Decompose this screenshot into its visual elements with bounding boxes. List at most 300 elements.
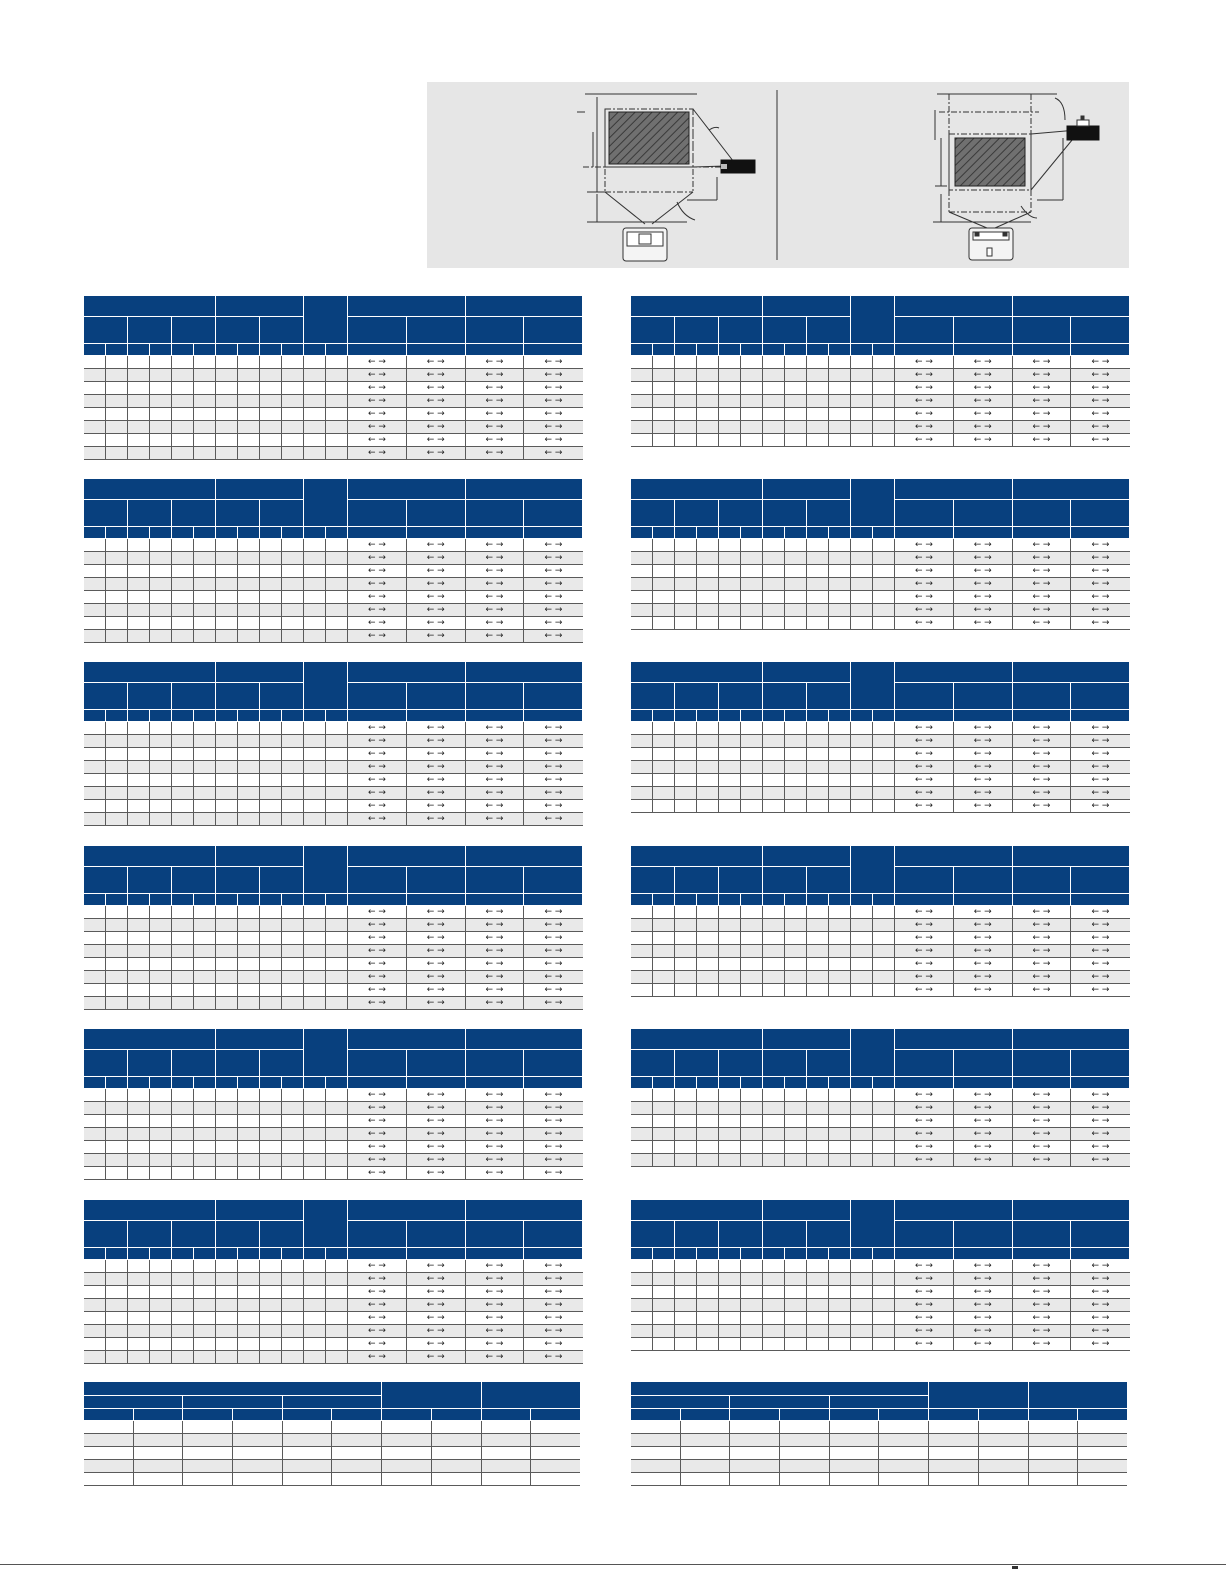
header-subcolumn <box>1071 500 1130 527</box>
table-cell <box>194 552 216 565</box>
table-cell <box>326 617 348 630</box>
table-cell <box>675 1115 697 1128</box>
range-arrow-cell: ← → <box>895 1128 954 1141</box>
header-unit <box>216 344 238 356</box>
table-cell <box>851 945 873 958</box>
table-cell <box>763 919 785 932</box>
header-unit <box>531 1409 581 1421</box>
header-subcolumn <box>895 317 954 344</box>
table-cell <box>631 1273 653 1286</box>
range-arrow-cell: ← → <box>348 1102 407 1115</box>
table-cell <box>431 1447 481 1460</box>
header-group-screen-size <box>631 296 763 317</box>
table-row <box>84 1299 583 1312</box>
range-arrow-cell: ← → <box>465 971 524 984</box>
table-cell <box>653 539 675 552</box>
header-subgroup <box>216 500 260 527</box>
table-cell <box>829 787 851 800</box>
range-arrow-cell: ← → <box>348 932 407 945</box>
table-cell <box>741 1128 763 1141</box>
range-arrow-cell: ← → <box>1012 395 1071 408</box>
header-subcolumn <box>895 867 954 894</box>
range-arrow-cell: ← → <box>465 578 524 591</box>
range-arrow-cell: ← → <box>406 382 465 395</box>
table-cell <box>763 958 785 971</box>
header-subcolumn <box>465 1050 524 1077</box>
header-unit <box>172 1248 194 1260</box>
header-unit <box>675 710 697 722</box>
header-unit <box>1012 344 1071 356</box>
header-unit <box>680 1409 730 1421</box>
header-group-screen-size <box>84 662 216 683</box>
header-group-distance-b <box>465 662 583 683</box>
header-subcolumn <box>1012 317 1071 344</box>
range-arrow-cell: ← → <box>1071 800 1130 813</box>
range-arrow-cell: ← → <box>524 1325 583 1338</box>
table-cell <box>84 356 106 369</box>
table-cell <box>172 382 194 395</box>
header-subgroup <box>763 500 807 527</box>
table-cell <box>260 1154 282 1167</box>
range-arrow-cell: ← → <box>524 1115 583 1128</box>
table-cell <box>807 1154 829 1167</box>
table-cell <box>194 958 216 971</box>
header-subcolumn <box>524 1221 583 1248</box>
table-cell <box>260 604 282 617</box>
header-subgroup <box>128 867 172 894</box>
header-unit <box>1012 894 1071 906</box>
range-arrow-cell: ← → <box>1071 1115 1130 1128</box>
header-unit <box>719 894 741 906</box>
header-subcolumn <box>953 867 1012 894</box>
range-arrow-cell: ← → <box>1012 617 1071 630</box>
range-arrow-cell: ← → <box>524 1351 583 1364</box>
header-unit <box>406 344 465 356</box>
header-unit <box>84 1248 106 1260</box>
header-subgroup <box>675 1221 719 1248</box>
table-row <box>631 722 1130 735</box>
header-subgroup <box>730 1396 829 1409</box>
table-cell <box>741 932 763 945</box>
table-cell <box>260 722 282 735</box>
header-group <box>929 1382 1028 1409</box>
table-cell <box>807 1338 829 1351</box>
table-cell <box>282 447 304 460</box>
header-subgroup <box>84 1221 128 1248</box>
table-cell <box>675 421 697 434</box>
header-subgroup <box>675 1050 719 1077</box>
range-arrow-cell: ← → <box>348 997 407 1010</box>
header-unit <box>84 1409 134 1421</box>
table-cell <box>282 919 304 932</box>
table-cell <box>741 395 763 408</box>
table-cell <box>873 800 895 813</box>
range-arrow-cell: ← → <box>1071 369 1130 382</box>
table-cell <box>150 761 172 774</box>
table-cell <box>326 369 348 382</box>
table-cell <box>128 1338 150 1351</box>
range-arrow-cell: ← → <box>406 735 465 748</box>
range-arrow-cell: ← → <box>348 395 407 408</box>
header-group <box>84 1382 382 1396</box>
table-cell <box>431 1473 481 1486</box>
table-cell <box>128 539 150 552</box>
table-row <box>631 1286 1130 1299</box>
table-cell <box>780 1473 830 1486</box>
table-cell <box>631 958 653 971</box>
table-cell <box>304 1351 326 1364</box>
range-arrow-cell: ← → <box>406 813 465 826</box>
table-cell <box>282 369 304 382</box>
table-cell <box>282 1434 332 1447</box>
header-unit <box>829 344 851 356</box>
table-cell <box>216 1286 238 1299</box>
header-subgroup <box>807 500 851 527</box>
header-subgroup <box>84 500 128 527</box>
table-cell <box>172 356 194 369</box>
header-unit <box>653 894 675 906</box>
range-arrow-cell: ← → <box>1012 1312 1071 1325</box>
header-offset <box>304 662 348 710</box>
table-cell <box>238 604 260 617</box>
table-cell <box>194 421 216 434</box>
range-arrow-cell: ← → <box>895 434 954 447</box>
table-cell <box>697 1338 719 1351</box>
table-cell <box>84 1115 106 1128</box>
range-arrow-cell: ← → <box>406 800 465 813</box>
table-cell <box>631 748 653 761</box>
table-row <box>631 984 1130 997</box>
table-cell <box>763 1286 785 1299</box>
table-cell <box>128 748 150 761</box>
header-unit <box>304 527 326 539</box>
table-cell <box>785 787 807 800</box>
table-row <box>631 539 1130 552</box>
header-group-distance-a <box>348 1029 466 1050</box>
range-arrow-cell: ← → <box>1012 1128 1071 1141</box>
table-cell <box>631 434 653 447</box>
table-cell <box>741 1115 763 1128</box>
range-arrow-cell: ← → <box>1012 722 1071 735</box>
header-unit <box>238 344 260 356</box>
range-arrow-cell: ← → <box>465 408 524 421</box>
range-arrow-cell: ← → <box>406 369 465 382</box>
table-cell <box>680 1421 730 1434</box>
header-unit <box>326 527 348 539</box>
header-subgroup <box>675 500 719 527</box>
table-cell <box>106 552 128 565</box>
table-cell <box>719 408 741 421</box>
table-cell <box>763 421 785 434</box>
table-cell <box>84 1128 106 1141</box>
table-row <box>631 565 1130 578</box>
table-cell <box>238 958 260 971</box>
table-cell <box>194 1089 216 1102</box>
header-group-screen-size <box>84 1029 216 1050</box>
table-cell <box>238 932 260 945</box>
range-arrow-cell: ← → <box>895 565 954 578</box>
table-cell <box>631 722 653 735</box>
range-arrow-cell: ← → <box>524 813 583 826</box>
table-cell <box>675 1273 697 1286</box>
range-arrow-cell: ← → <box>1071 1260 1130 1273</box>
table-cell <box>680 1447 730 1460</box>
range-arrow-cell: ← → <box>1012 591 1071 604</box>
range-arrow-cell: ← → <box>465 1351 524 1364</box>
header-group-screen-size <box>84 296 216 317</box>
range-arrow-cell: ← → <box>524 1089 583 1102</box>
table-cell <box>851 369 873 382</box>
table-cell <box>150 958 172 971</box>
header-subgroup <box>719 867 763 894</box>
table-cell <box>829 617 851 630</box>
table-cell <box>106 630 128 643</box>
table-cell <box>150 591 172 604</box>
table-cell <box>829 1460 879 1473</box>
table-cell <box>851 382 873 395</box>
range-arrow-cell: ← → <box>1012 369 1071 382</box>
table-cell <box>326 958 348 971</box>
table-cell <box>873 1260 895 1273</box>
table-cell <box>150 447 172 460</box>
range-arrow-cell: ← → <box>1071 356 1130 369</box>
table-cell <box>216 1299 238 1312</box>
table-cell <box>807 421 829 434</box>
table-cell <box>282 434 304 447</box>
table-cell <box>675 434 697 447</box>
table-cell <box>304 421 326 434</box>
range-arrow-cell: ← → <box>953 617 1012 630</box>
table-cell <box>653 945 675 958</box>
table-cell <box>194 813 216 826</box>
table-cell <box>84 578 106 591</box>
table-cell <box>763 906 785 919</box>
range-arrow-cell: ← → <box>465 800 524 813</box>
table-cell <box>84 591 106 604</box>
header-subcolumn <box>348 683 407 710</box>
table-cell <box>216 1167 238 1180</box>
header-unit <box>741 1077 763 1089</box>
table-cell <box>106 591 128 604</box>
table-cell <box>326 1102 348 1115</box>
table-cell <box>719 971 741 984</box>
range-arrow-cell: ← → <box>524 591 583 604</box>
table-cell <box>719 395 741 408</box>
table-cell <box>653 906 675 919</box>
range-arrow-cell: ← → <box>1012 906 1071 919</box>
header-unit <box>406 1077 465 1089</box>
table-cell <box>194 800 216 813</box>
range-arrow-cell: ← → <box>895 919 954 932</box>
table-cell <box>84 1273 106 1286</box>
range-arrow-cell: ← → <box>465 1102 524 1115</box>
header-subgroup <box>260 1221 304 1248</box>
table-cell <box>326 356 348 369</box>
projection-distance-table-right-7 <box>630 1381 1128 1486</box>
table-row <box>84 774 583 787</box>
header-unit <box>481 1409 531 1421</box>
table-cell <box>216 1141 238 1154</box>
range-arrow-cell: ← → <box>465 1299 524 1312</box>
table-cell <box>326 1273 348 1286</box>
table-cell <box>785 421 807 434</box>
table-cell <box>128 1167 150 1180</box>
table-cell <box>653 984 675 997</box>
range-arrow-cell: ← → <box>348 1351 407 1364</box>
range-arrow-cell: ← → <box>953 774 1012 787</box>
header-unit <box>697 527 719 539</box>
table-cell <box>741 1325 763 1338</box>
table-cell <box>481 1434 531 1447</box>
table-cell <box>653 395 675 408</box>
table-cell <box>675 748 697 761</box>
table-cell <box>260 906 282 919</box>
table-cell <box>829 748 851 761</box>
table-cell <box>106 1338 128 1351</box>
range-arrow-cell: ← → <box>1012 552 1071 565</box>
header-subcolumn <box>406 1221 465 1248</box>
table-cell <box>216 434 238 447</box>
table-cell <box>304 447 326 460</box>
table-cell <box>653 1128 675 1141</box>
table-cell <box>785 735 807 748</box>
header-subcolumn <box>1071 1221 1130 1248</box>
range-arrow-cell: ← → <box>524 1167 583 1180</box>
header-unit <box>128 344 150 356</box>
range-arrow-cell: ← → <box>348 1141 407 1154</box>
range-arrow-cell: ← → <box>895 906 954 919</box>
header-unit <box>631 527 653 539</box>
table-cell <box>741 722 763 735</box>
table-cell <box>282 395 304 408</box>
header-subgroup <box>183 1396 282 1409</box>
table-cell <box>431 1421 481 1434</box>
table-cell <box>260 630 282 643</box>
range-arrow-cell: ← → <box>895 408 954 421</box>
table-cell <box>84 813 106 826</box>
header-subgroup <box>260 500 304 527</box>
range-arrow-cell: ← → <box>406 1260 465 1273</box>
projection-diagrams <box>427 82 1129 268</box>
table-cell <box>675 800 697 813</box>
header-unit <box>233 1409 283 1421</box>
range-arrow-cell: ← → <box>1012 1154 1071 1167</box>
table-cell <box>719 1141 741 1154</box>
table-cell <box>631 356 653 369</box>
header-group-screen-size <box>631 1029 763 1050</box>
range-arrow-cell: ← → <box>465 447 524 460</box>
range-arrow-cell: ← → <box>406 1325 465 1338</box>
table-cell <box>873 1273 895 1286</box>
table-cell <box>675 1325 697 1338</box>
table-cell <box>697 356 719 369</box>
table-cell <box>785 722 807 735</box>
table-cell <box>172 1260 194 1273</box>
range-arrow-cell: ← → <box>953 787 1012 800</box>
table-cell <box>785 1089 807 1102</box>
table-cell <box>183 1473 233 1486</box>
table-cell <box>133 1460 183 1473</box>
table-cell <box>150 1273 172 1286</box>
table-row <box>84 382 583 395</box>
range-arrow-cell: ← → <box>895 1102 954 1115</box>
header-unit <box>807 710 829 722</box>
table-cell <box>304 578 326 591</box>
header-group-distance-b <box>1012 662 1130 683</box>
header-unit <box>785 527 807 539</box>
range-arrow-cell: ← → <box>1071 906 1130 919</box>
table-cell <box>873 604 895 617</box>
header-unit <box>406 894 465 906</box>
header-unit <box>780 1409 830 1421</box>
table-cell <box>719 1089 741 1102</box>
header-unit <box>260 894 282 906</box>
table-cell <box>282 604 304 617</box>
table-cell <box>128 382 150 395</box>
header-subgroup <box>719 1050 763 1077</box>
header-unit <box>282 1248 304 1260</box>
table-cell <box>719 565 741 578</box>
table-cell <box>194 1351 216 1364</box>
table-cell <box>851 1089 873 1102</box>
table-cell <box>697 1312 719 1325</box>
table-cell <box>172 761 194 774</box>
table-cell <box>84 1154 106 1167</box>
table-cell <box>829 1286 851 1299</box>
table-cell <box>326 1286 348 1299</box>
table-cell <box>260 1167 282 1180</box>
table-cell <box>183 1421 233 1434</box>
header-unit <box>194 894 216 906</box>
table-cell <box>829 971 851 984</box>
table-cell <box>829 356 851 369</box>
range-arrow-cell: ← → <box>406 539 465 552</box>
header-group-distance-a <box>895 846 1013 867</box>
table-cell <box>216 1273 238 1286</box>
table-cell <box>233 1460 283 1473</box>
table-cell <box>326 971 348 984</box>
table-cell <box>741 735 763 748</box>
table-cell <box>631 1260 653 1273</box>
header-unit <box>953 710 1012 722</box>
header-group-distance-b <box>465 296 583 317</box>
table-cell <box>807 1325 829 1338</box>
header-unit <box>953 344 1012 356</box>
header-offset <box>851 1029 895 1077</box>
table-cell <box>675 395 697 408</box>
table-cell <box>282 1128 304 1141</box>
table-cell <box>785 1286 807 1299</box>
table-cell <box>481 1460 531 1473</box>
table-cell <box>697 421 719 434</box>
range-arrow-cell: ← → <box>524 1154 583 1167</box>
table-cell <box>326 1312 348 1325</box>
table-row <box>631 395 1130 408</box>
table-cell <box>851 906 873 919</box>
table-cell <box>84 1089 106 1102</box>
header-unit <box>260 1077 282 1089</box>
table-cell <box>304 906 326 919</box>
table-cell <box>150 722 172 735</box>
table-cell <box>216 356 238 369</box>
header-subcolumn <box>1071 683 1130 710</box>
header-unit <box>675 527 697 539</box>
table-cell <box>260 1338 282 1351</box>
table-cell <box>675 617 697 630</box>
table-cell <box>763 408 785 421</box>
range-arrow-cell: ← → <box>348 1325 407 1338</box>
table-cell <box>106 578 128 591</box>
